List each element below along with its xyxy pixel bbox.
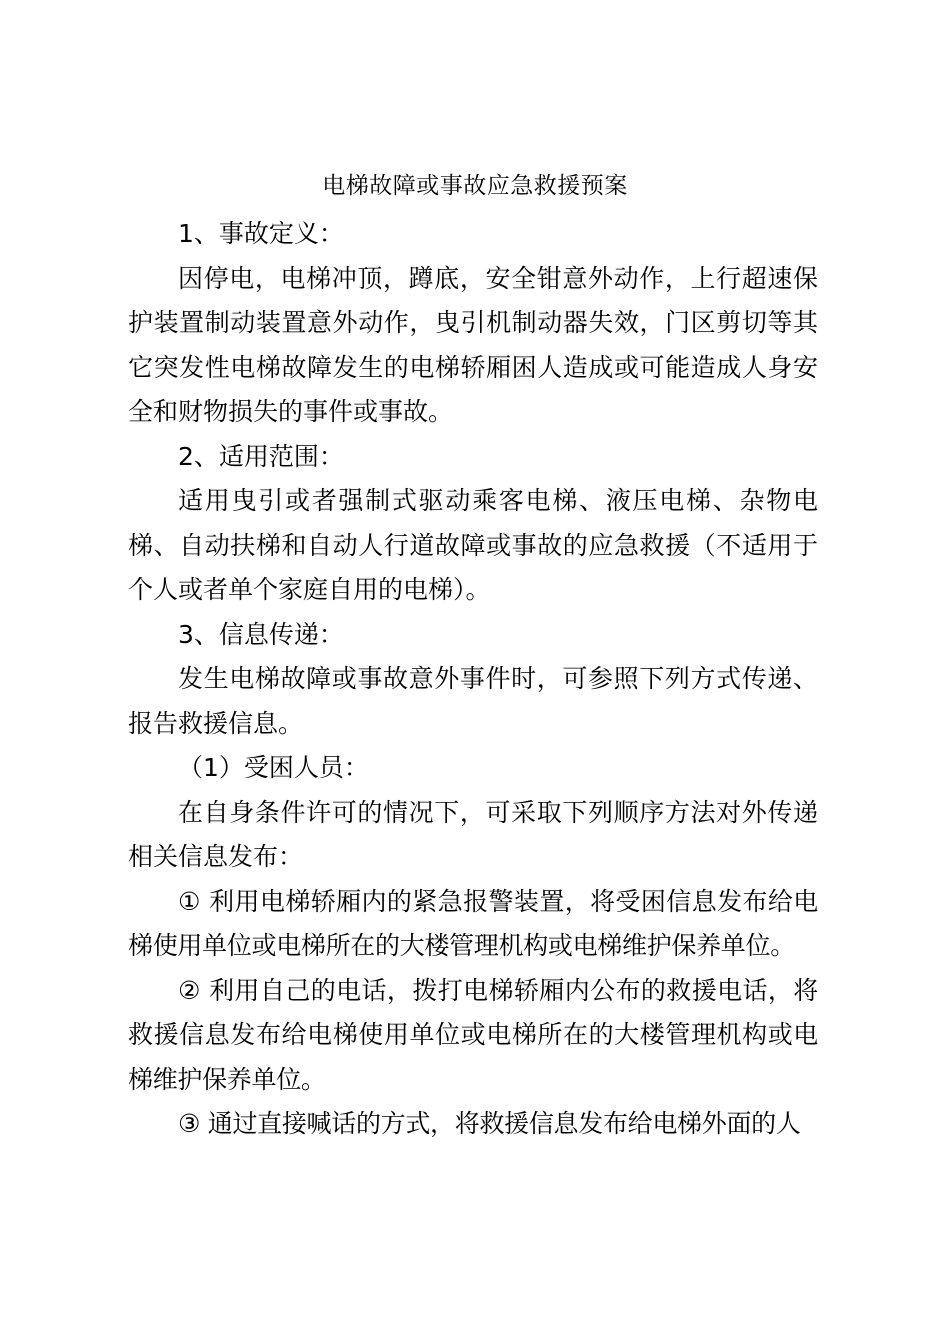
list-item-own-phone: ② 利用自己的电话，拨打电梯轿厢内公布的救援电话，将救援信息发布给电梯使用单位或电梯所在的大楼管理机构或电梯维护保养单位。: [128, 975, 818, 1094]
document-body: [128, 212, 818, 1147]
paragraph-trapped-persons: 在自身条件许可的情况下，可采取下列顺序方法对外传递相关信息发布：: [128, 797, 818, 871]
section-heading-definition: 1、事故定义：: [178, 219, 344, 248]
document-title: 电梯故障或事故应急救援预案: [322, 173, 628, 199]
list-item-alarm-device: ① 利用电梯轿厢内的紧急报警装置，将受困信息发布给电梯使用单位或电梯所在的大楼管理机构或电梯维护保养单位。: [128, 886, 818, 960]
subheading-trapped-persons: （1）受困人员：: [178, 753, 369, 782]
section-heading-information: 3、信息传递：: [178, 619, 344, 649]
list-item-shouting: ③ 通过直接喊话的方式，将救援信息发布给电梯外面的人: [178, 1109, 801, 1138]
section-heading-scope: 2、适用范围：: [178, 441, 344, 471]
paragraph-information: 发生电梯故障或事故意外事件时，可参照下列方式传递、报告救援信息。: [128, 664, 818, 738]
paragraph-definition: 因停电，电梯冲顶，蹲底，安全钳意外动作，上行超速保护装置制动装置意外动作，曳引机制动器失效，门区剪切等其它突发性电梯故障发生的电梯轿厢困人造成或可能造成人身安全和财物损失的事件或事故。: [128, 263, 818, 426]
paragraph-scope: 适用曳引或者强制式驱动乘客电梯、液压电梯、杂物电梯、自动扶梯和自动人行道故障或事故的应急救援（不适用于个人或者单个家庭自用的电梯）。: [128, 486, 818, 604]
